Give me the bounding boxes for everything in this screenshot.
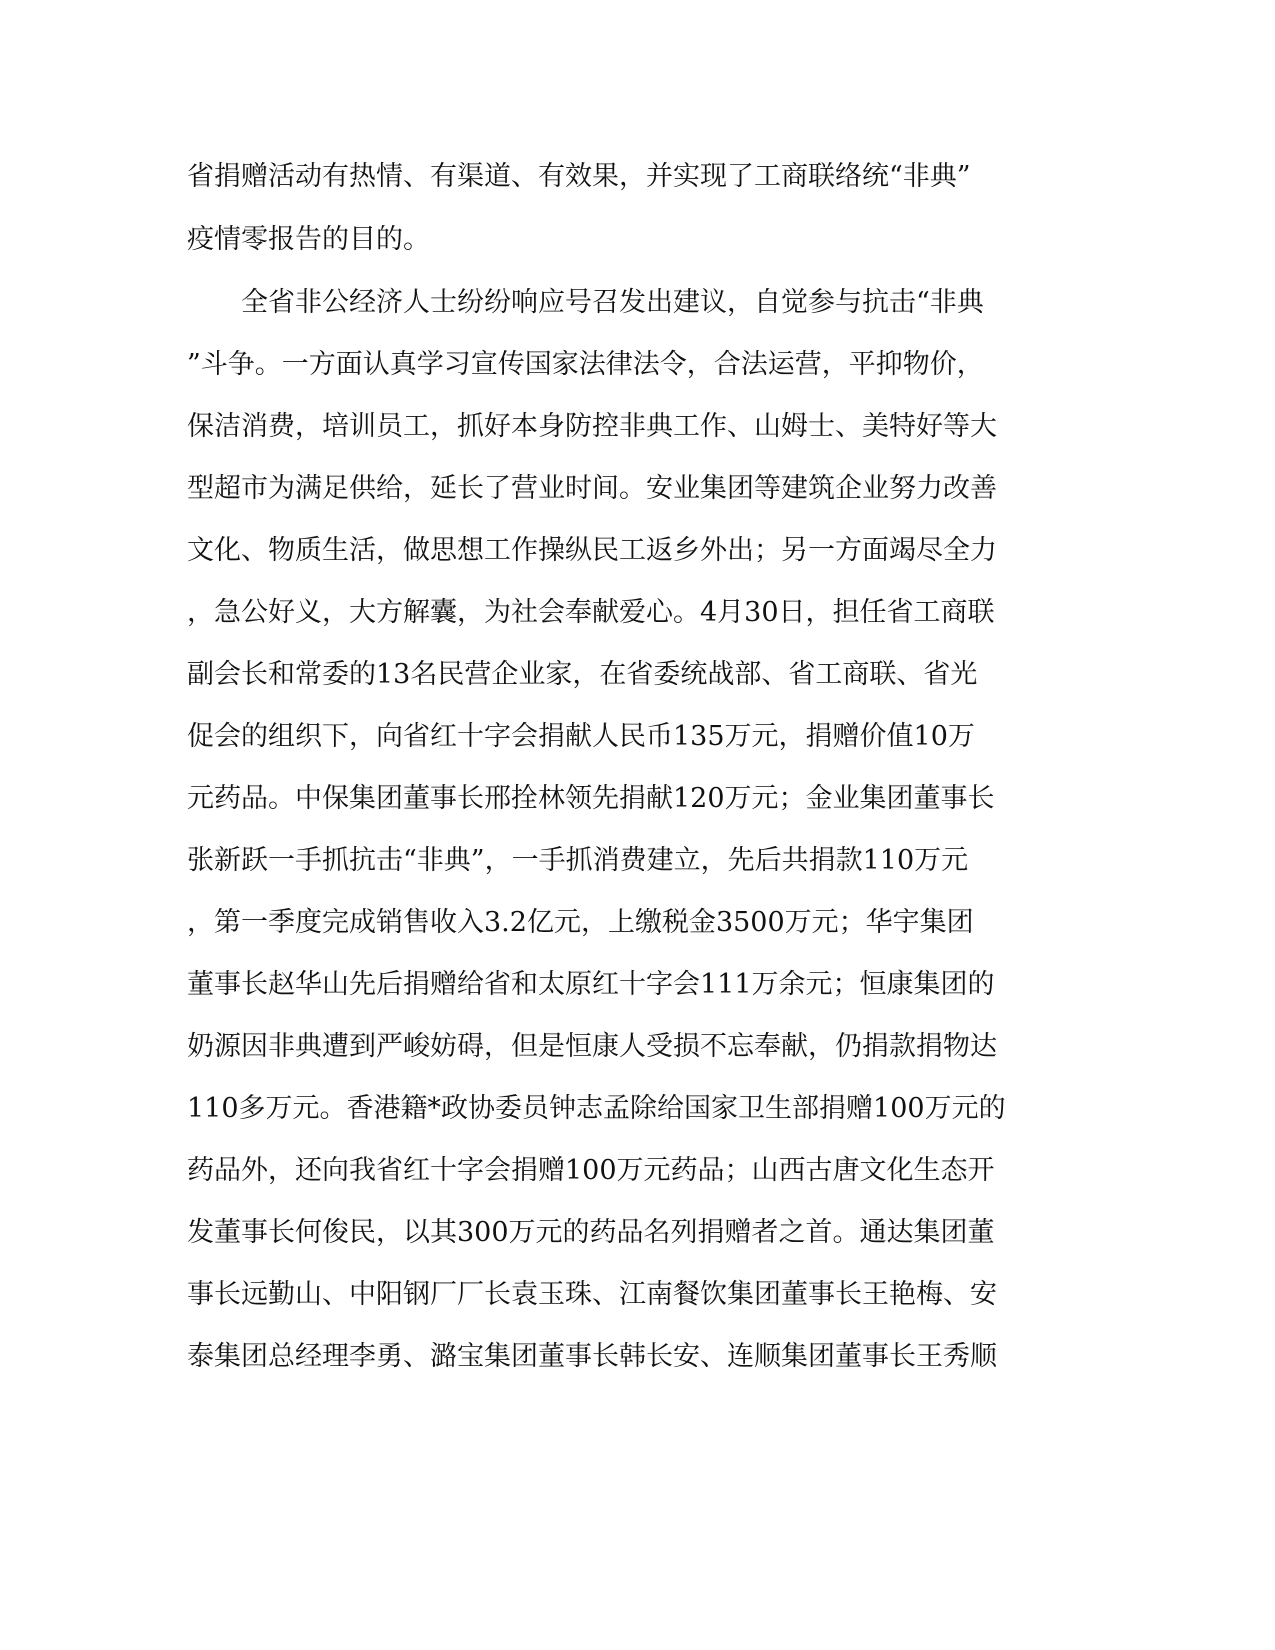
text-line: 奶源因非典遭到严峻妨碍，但是恒康人受损不忘奉献，仍捐款捐物达	[187, 1031, 997, 1062]
text-line: ，急公好义，大方解囊，为社会奉献爱心。4月30日，担任省工商联	[187, 597, 995, 628]
text-line: 副会长和常委的13名民营企业家，在省委统战部、省工商联、省光	[187, 659, 978, 690]
text-line: 元药品。中保集团董事长邢拴林领先捐献120万元；金业集团董事长	[187, 783, 995, 814]
text-line: 110多万元。香港籍*政协委员钟志孟除给国家卫生部捐赠100万元的	[187, 1093, 1006, 1124]
text-line: 董事长赵华山先后捐赠给省和太原红十字会111万余元；恒康集团的	[187, 969, 995, 1000]
text-line: 泰集团总经理李勇、潞宝集团董事长韩长安、连顺集团董事长王秀顺	[187, 1341, 997, 1372]
text-line: ”斗争。一方面认真学习宣传国家法律法令，合法运营，平抑物价，	[187, 349, 984, 380]
text-line: 疫情零报告的目的。	[187, 224, 430, 255]
text-line: 促会的组织下，向省红十字会捐献人民币135万元，捐赠价值10万	[187, 721, 975, 752]
text-line: 张新跃一手抓抗击“非典”，一手抓消费建立，先后共捐款110万元	[187, 845, 969, 876]
text-line: 保洁消费，培训员工，抓好本身防控非典工作、山姆士、美特好等大	[187, 411, 997, 442]
text-line: 事长远勤山、中阳钢厂厂长袁玉珠、江南餐饮集团董事长王艳梅、安	[187, 1279, 997, 1310]
text-line: 省捐赠活动有热情、有渠道、有效果，并实现了工商联络统“非典”	[187, 161, 971, 192]
text-line: 药品外，还向我省红十字会捐赠100万元药品；山西古唐文化生态开	[187, 1155, 995, 1186]
text-line: ，第一季度完成销售收入3.2亿元，上缴税金3500万元；华宇集团	[187, 907, 974, 938]
text-line: 全省非公经济人士纷纷响应号召发出建议，自觉参与抗击“非典	[187, 287, 984, 318]
text-line: 型超市为满足供给，延长了营业时间。安业集团等建筑企业努力改善	[187, 473, 997, 504]
text-line: 文化、物质生活，做思想工作操纵民工返乡外出；另一方面竭尽全力	[187, 535, 997, 566]
text-line: 发董事长何俊民，以其300万元的药品名列捐赠者之首。通达集团董	[187, 1217, 995, 1248]
